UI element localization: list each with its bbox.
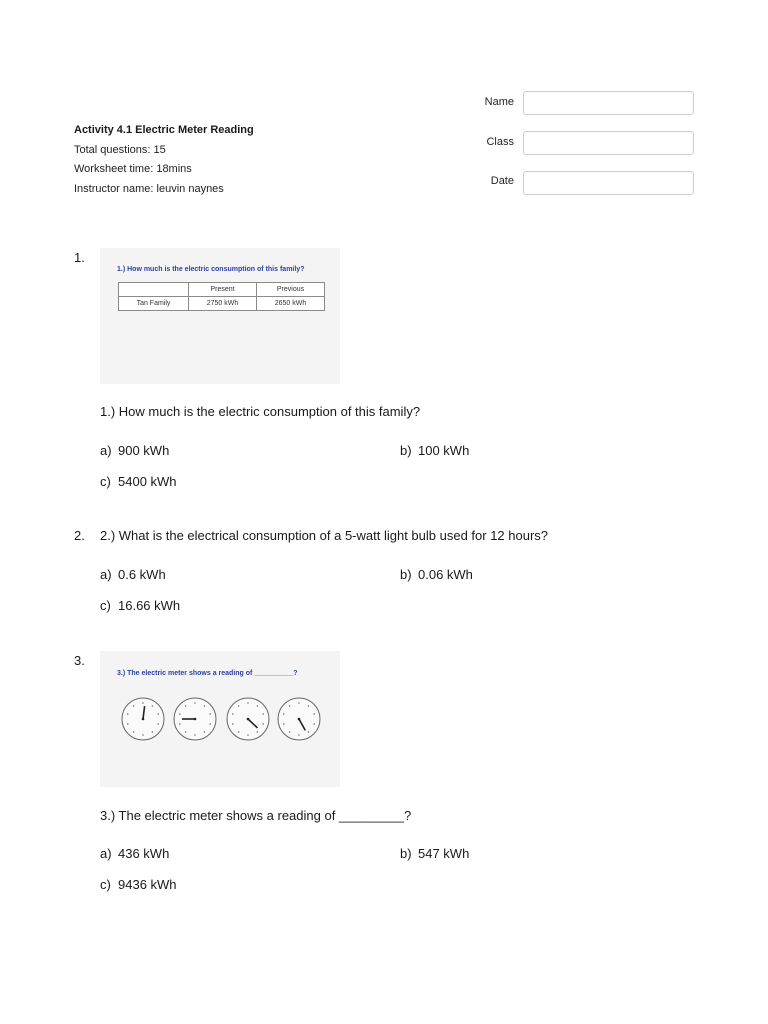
option-text: 547 kWh (418, 846, 470, 861)
table-header-cell (119, 283, 189, 297)
table-row (119, 297, 325, 311)
question-1-image-caption: 1.) How much is the electric consumption of this family? (117, 266, 305, 273)
question-3-number: 3. (74, 653, 85, 668)
option-text: 9436 kWh (118, 877, 177, 892)
total-questions: Total questions: 15 (74, 144, 166, 156)
option-text: 436 kWh (118, 846, 170, 861)
question-2-text: 2.) What is the electrical consumption of a 5-watt light bulb used for 12 hours? (100, 528, 549, 543)
meter-dial (227, 698, 269, 740)
worksheet-time: Worksheet time: 18mins (74, 163, 192, 175)
instructor-name: Instructor name: leuvin naynes (74, 183, 224, 195)
option-text: 16.66 kWh (118, 598, 181, 613)
table-header-cell: Previous (257, 283, 325, 297)
option-letter: c) (100, 598, 111, 613)
question-2-option-a[interactable] (100, 567, 166, 582)
question-1-option-b[interactable] (400, 443, 469, 458)
option-text: 900 kWh (118, 443, 170, 458)
class-field[interactable] (523, 131, 694, 155)
table-cell: Tan Family (119, 297, 189, 311)
meter-dials (100, 651, 340, 787)
option-letter: a) (100, 567, 112, 582)
name-label: Name (484, 96, 514, 108)
class-label: Class (486, 136, 514, 148)
option-letter: c) (100, 474, 111, 489)
question-1-image (100, 248, 340, 384)
option-letter: c) (100, 877, 111, 892)
option-text: 100 kWh (418, 443, 470, 458)
question-2-option-c[interactable] (100, 598, 180, 613)
question-1-option-a[interactable] (100, 443, 169, 458)
table-cell: 2750 kWh (189, 297, 257, 311)
question-3-option-a[interactable] (100, 846, 169, 861)
question-2-option-b[interactable] (400, 567, 473, 582)
meter-dial (278, 698, 320, 740)
option-letter: b) (400, 443, 412, 458)
option-text: 0.6 kWh (118, 567, 166, 582)
date-label: Date (490, 175, 514, 187)
meter-dial (122, 698, 164, 740)
option-letter: b) (400, 567, 412, 582)
question-3-image (100, 651, 340, 787)
date-field[interactable] (523, 171, 694, 195)
question-3-text: 3.) The electric meter shows a reading of _________? (100, 808, 412, 823)
question-1-text: 1.) How much is the electric consumption of this family? (100, 404, 421, 419)
meter-dial (174, 698, 216, 740)
option-letter: a) (100, 846, 112, 861)
worksheet-title: Activity 4.1 Electric Meter Reading (74, 124, 254, 136)
table-header-cell: Present (189, 283, 257, 297)
question-1-number: 1. (74, 250, 85, 265)
table-cell: 2650 kWh (257, 297, 325, 311)
question-3-option-c[interactable] (100, 877, 177, 892)
question-3-image-caption: 3.) The electric meter shows a reading of __________? (117, 670, 298, 677)
question-1-option-c[interactable] (100, 474, 177, 489)
name-field[interactable] (523, 91, 694, 115)
option-text: 0.06 kWh (418, 567, 473, 582)
question-3-option-b[interactable] (400, 846, 469, 861)
question-2-number: 2. (74, 528, 85, 543)
consumption-table (118, 282, 325, 311)
option-letter: b) (400, 846, 412, 861)
option-letter: a) (100, 443, 112, 458)
option-text: 5400 kWh (118, 474, 177, 489)
